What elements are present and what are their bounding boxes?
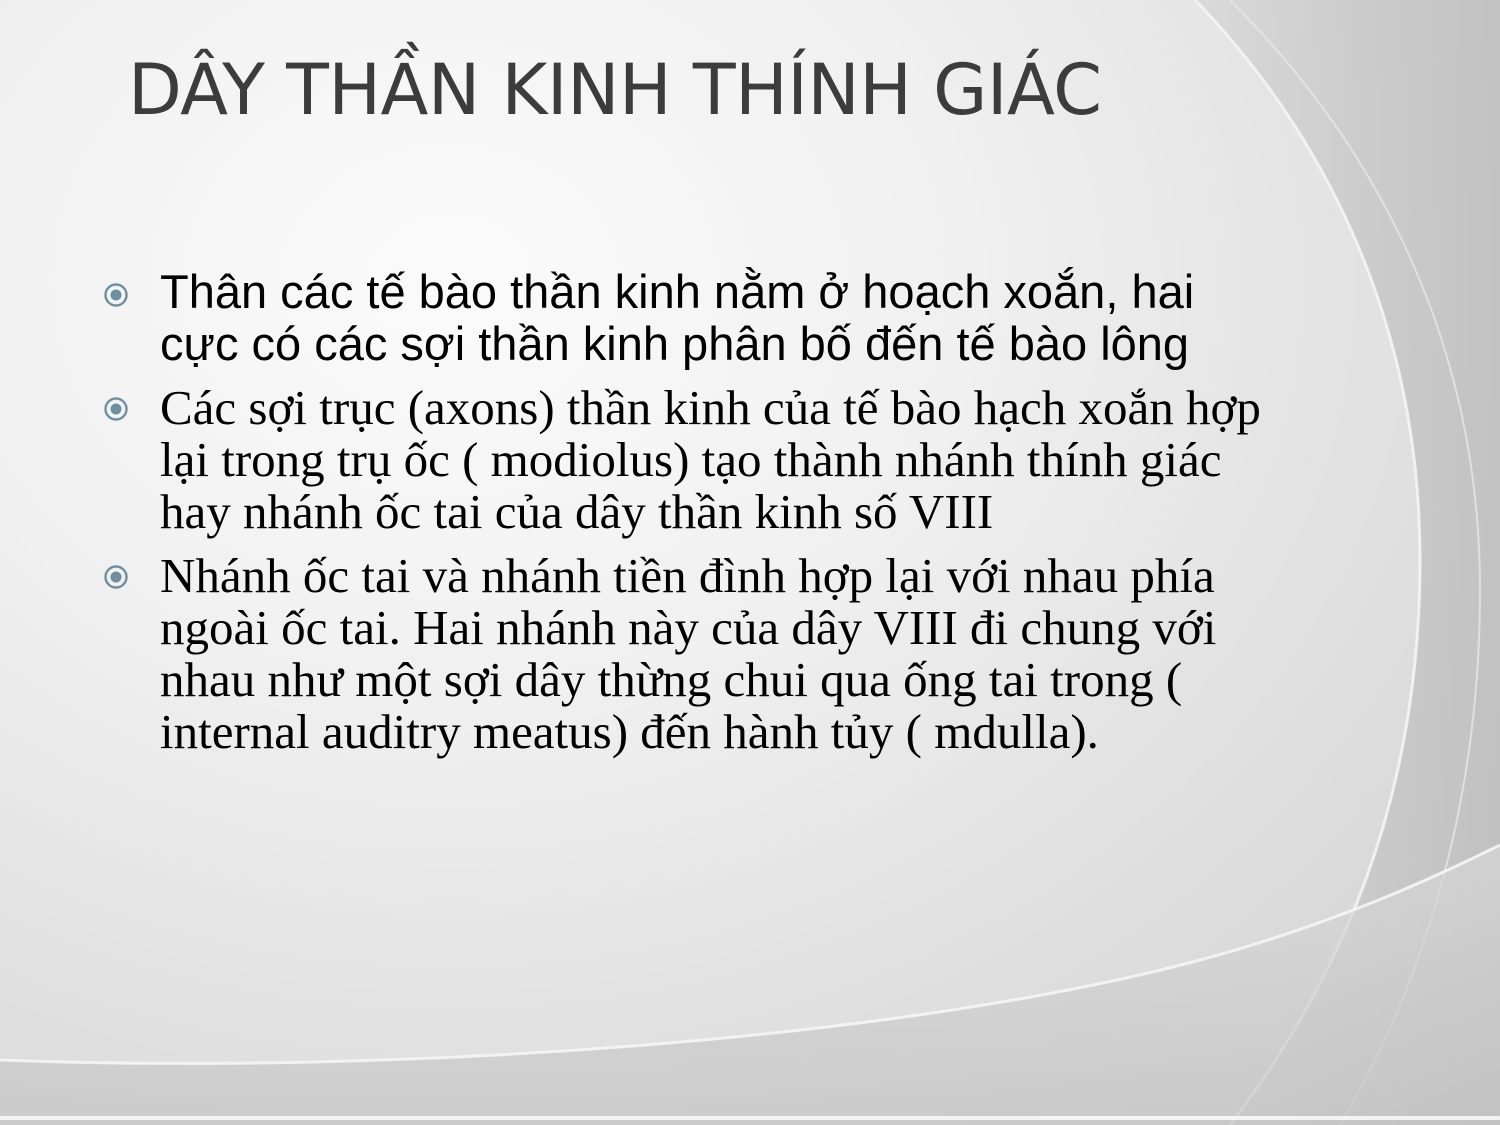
bullet-list [100,266,1280,770]
bullet-item [100,266,1280,370]
bullet-text: Các sợi trục (axons) thần kinh của tế bào hạch xoắn hợp lại trong trụ ốc ( modiolus) tạo thành nhánh thính giác hay nhánh ốc tai của dây thần kinh số VIII [160,380,1261,539]
circled-dot-bullet-icon [103,396,129,422]
bullet-text: Nhánh ốc tai và nhánh tiền đình hợp lại với nhau phía ngoài ốc tai. Hai nhánh này của dây VIII đi chung với nhau như một sợi dây thừng chui qua ống tai trong ( internal auditry meatus) đến hành tủy ( mdulla). [160,548,1217,759]
bullet-item [100,550,1280,758]
circled-dot-bullet-icon [103,564,129,590]
circled-dot-bullet-icon [103,282,129,308]
slide-title: DÂY THẦN KINH THÍNH GIÁC [128,49,1102,131]
bullet-item [100,382,1280,538]
bullet-text: Thân các tế bào thần kinh nằm ở hoạch xoắn, hai cực có các sợi thần kinh phân bố đến tế bào lông [160,265,1195,370]
